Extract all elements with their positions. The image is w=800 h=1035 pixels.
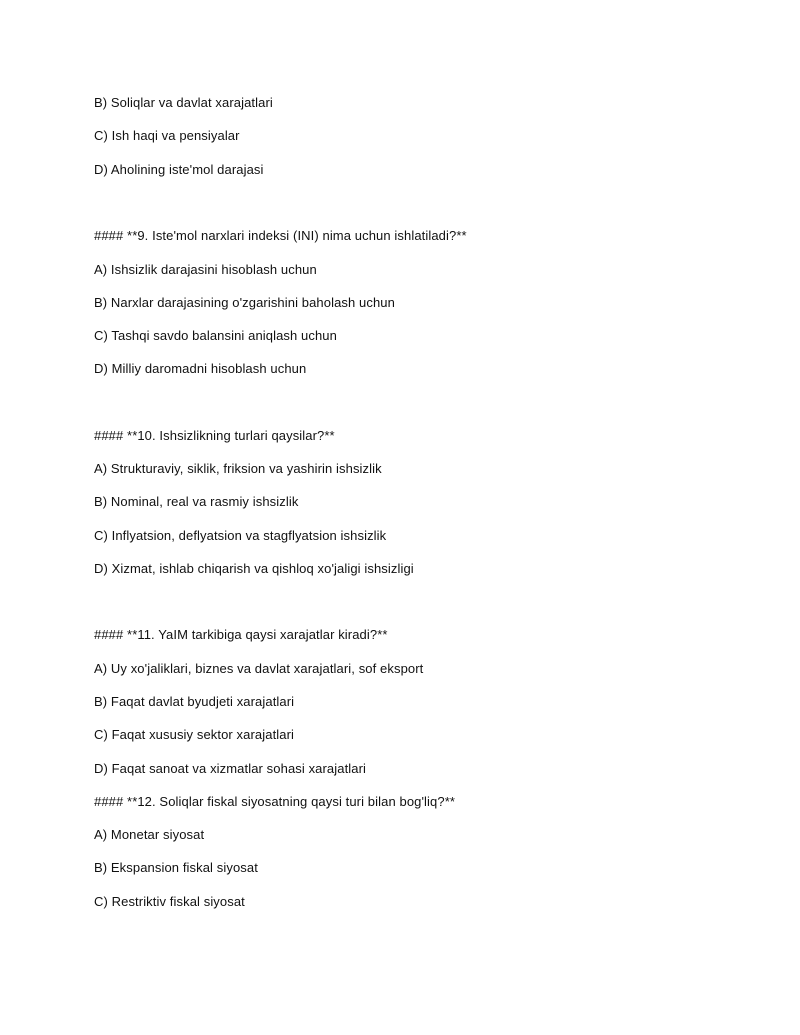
- option-a-q12: A) Monetar siyosat: [94, 827, 205, 842]
- question-9-heading: #### **9. Iste'mol narxlari indeksi (INI) nima uchun ishlatiladi?**: [94, 228, 467, 243]
- option-d-q9: D) Milliy daromadni hisoblash uchun: [94, 361, 307, 376]
- option-c-q9: C) Tashqi savdo balansini aniqlash uchun: [94, 328, 337, 343]
- option-c-q10: C) Inflyatsion, deflyatsion va stagflyatsion ishsizlik: [94, 528, 387, 543]
- question-12-heading: #### **12. Soliqlar fiskal siyosatning qaysi turi bilan bog'liq?**: [94, 794, 456, 809]
- option-a-q10: A) Strukturaviy, siklik, friksion va yashirin ishsizlik: [94, 461, 382, 476]
- option-d-q11: D) Faqat sanoat va xizmatlar sohasi xarajatlari: [94, 761, 367, 776]
- option-d-q8: D) Aholining iste'mol darajasi: [94, 162, 264, 177]
- question-11-heading: #### **11. YaIM tarkibiga qaysi xarajatlar kiradi?**: [94, 627, 388, 642]
- option-d-q10: D) Xizmat, ishlab chiqarish va qishloq xo'jaligi ishsizligi: [94, 561, 414, 576]
- option-c-q12: C) Restriktiv fiskal siyosat: [94, 894, 245, 909]
- option-b-q11: B) Faqat davlat byudjeti xarajatlari: [94, 694, 295, 709]
- option-b-q12: B) Ekspansion fiskal siyosat: [94, 860, 258, 875]
- option-a-q9: A) Ishsizlik darajasini hisoblash uchun: [94, 262, 317, 277]
- option-c-q11: C) Faqat xususiy sektor xarajatlari: [94, 727, 295, 742]
- option-b-q9: B) Narxlar darajasining o'zgarishini baholash uchun: [94, 295, 395, 310]
- option-a-q11: A) Uy xo'jaliklari, biznes va davlat xarajatlari, sof eksport: [94, 661, 424, 676]
- question-10-heading: #### **10. Ishsizlikning turlari qaysilar?**: [94, 428, 335, 443]
- option-c-q8: C) Ish haqi va pensiyalar: [94, 128, 240, 143]
- option-b-q10: B) Nominal, real va rasmiy ishsizlik: [94, 494, 299, 509]
- option-b-q8: B) Soliqlar va davlat xarajatlari: [94, 95, 273, 110]
